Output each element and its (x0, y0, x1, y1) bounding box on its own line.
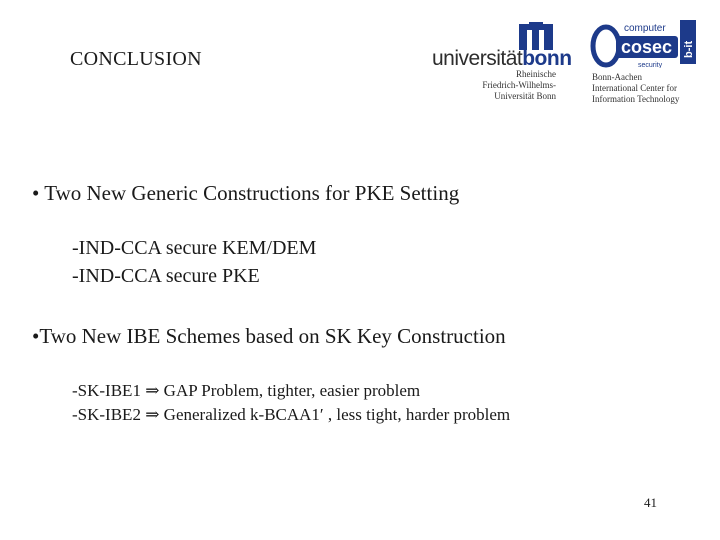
bonn-wordmark: universitätbonn (432, 47, 572, 70)
cosec-main-text: cosec (621, 37, 673, 57)
page-number: 41 (644, 495, 657, 510)
slide-title: CONCLUSION (70, 48, 202, 70)
sub-item-sk-ibe2: -SK-IBE2 ⇒ Generalized k-BCAA1′ , less tight, harder problem (72, 405, 511, 424)
b-it-cosec-logo (588, 18, 700, 108)
bullet-generic-constructions: • Two New Generic Constructions for PKE Setting (32, 181, 460, 205)
cosec-bottom-text: security (638, 62, 663, 68)
bonn-logo-line: Friedrich-Wilhelms- (482, 80, 556, 90)
sub-item-pke: -IND-CCA secure PKE (72, 265, 260, 287)
cosec-emblem-icon (588, 18, 700, 68)
sub-item-kem-dem: -IND-CCA secure KEM/DEM (72, 237, 317, 259)
cosec-logo-line: Bonn-Aachen (592, 72, 642, 82)
cosec-logo-line: Information Technology (592, 94, 680, 104)
sub-item-sk-ibe1: -SK-IBE1 ⇒ GAP Problem, tighter, easier problem (72, 381, 421, 400)
bonn-logo-line: Rheinische (516, 69, 556, 79)
cosec-logo-line: International Center for (592, 83, 677, 93)
university-bonn-logo (432, 20, 572, 106)
bonn-logo-line: Universität Bonn (494, 91, 556, 101)
bullet-ibe-schemes: •Two New IBE Schemes based on SK Key Construction (32, 324, 506, 348)
cosec-side-text: b-it (683, 40, 695, 58)
cosec-top-text: computer (624, 23, 666, 34)
